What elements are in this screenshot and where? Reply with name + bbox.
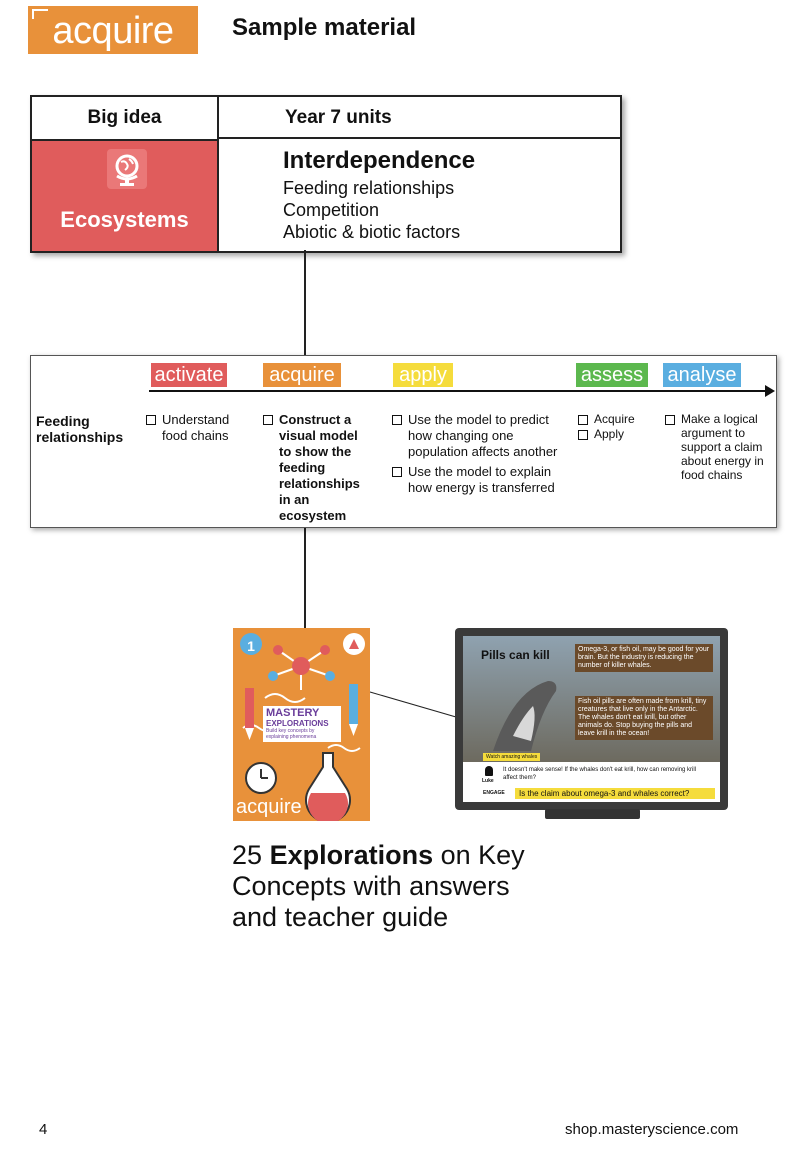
book-title-line2: EXPLORATIONS [266, 719, 329, 728]
speech-text: It doesn't make sense! If the whales don't eat krill, how can removing krill affect them? [503, 767, 697, 781]
checklist-item: Acquire [578, 412, 658, 427]
globe-icon [107, 149, 147, 189]
stage-apply: apply [393, 363, 453, 387]
page-title: Sample material [232, 14, 417, 41]
book-number: 1 [247, 638, 255, 654]
book-footer-logo: acquire [236, 796, 302, 818]
whiteboard-tray [545, 809, 640, 819]
year7-units-header: Year 7 units [219, 97, 620, 139]
book-subtitle: Build key concepts by explaining phenomena [266, 728, 317, 740]
footer-url[interactable]: shop.masteryscience.com [565, 1121, 739, 1138]
ecosystems-label: Ecosystems [60, 207, 189, 232]
explorations-rest: on Key Concepts with answers and teacher guide [232, 840, 525, 932]
checklist-item: Make a logical argument to support a claim about energy in food chains [665, 412, 773, 482]
slide-text-box-2: Fish oil pills are often made from krill, tiny creatures that live only in the Antarctic. The whales don't eat krill, but other animals do. Stop buying the pills and leave krill in the ocean! [575, 696, 713, 740]
checkbox-icon [263, 415, 273, 425]
acquire-column [263, 412, 373, 524]
whale-illustration [483, 676, 573, 756]
learning-sequence-box [30, 355, 777, 528]
explorations-count: 25 [232, 840, 263, 870]
slide-screen [463, 636, 720, 802]
logo-corner-mark [32, 9, 48, 19]
book-title-panel [263, 706, 341, 742]
checkbox-icon [578, 415, 588, 425]
big-idea-table [30, 95, 622, 253]
book-title-line1: MASTERY [266, 707, 320, 719]
checkbox-icon [392, 415, 402, 425]
checklist-item: Use the model to predict how changing one population affects another [392, 412, 564, 460]
checkbox-icon [392, 467, 402, 477]
arrow-head-icon [765, 385, 775, 397]
connector-line [304, 527, 306, 628]
book-cover [233, 628, 370, 821]
explorations-bold: Explorations [269, 840, 434, 870]
whiteboard-display [455, 628, 728, 810]
video-link[interactable]: Watch amazing whales [483, 753, 540, 761]
checkbox-icon [665, 415, 675, 425]
apply-column [392, 412, 564, 496]
unit-title: Interdependence [283, 147, 476, 174]
checkbox-icon [578, 430, 588, 440]
connector-line [304, 250, 306, 355]
stage-acquire: acquire [263, 363, 341, 387]
explorations-description [232, 840, 532, 933]
unit-topic: Competition [283, 200, 380, 220]
checklist-item: Apply [578, 427, 658, 442]
stage-assess: assess [576, 363, 648, 387]
unit-topic: Feeding relationships [283, 178, 455, 198]
ecosystems-cell [32, 141, 219, 251]
slide-text-box-1: Omega-3, or fish oil, may be good for your brain. But the industry is reducing the number of killer whales. [575, 644, 713, 672]
logo-text: acquire [52, 10, 174, 52]
stage-analyse: analyse [663, 363, 741, 387]
unit-topic: Abiotic & biotic factors [283, 222, 461, 242]
acquire-logo [28, 6, 198, 54]
topic-label: Feeding relationships [36, 413, 124, 445]
engage-question: Is the claim about omega-3 and whales correct? [515, 788, 715, 799]
assess-column [578, 412, 658, 442]
stage-activate: activate [151, 363, 227, 387]
activate-column [146, 412, 251, 444]
big-idea-header: Big idea [32, 97, 219, 141]
person-icon [485, 766, 493, 776]
timeline-arrow [149, 390, 767, 392]
checklist-item: Construct a visual model to show the feeding relationships in an ecosystem [263, 412, 373, 524]
engage-label: ENGAGE [483, 790, 505, 796]
analyse-column [665, 412, 773, 482]
page-number: 4 [39, 1121, 48, 1138]
connector-line-diagonal [368, 690, 458, 720]
checklist-item: Understand food chains [146, 412, 251, 444]
checklist-item: Use the model to explain how energy is transferred [392, 464, 564, 496]
checkbox-icon [146, 415, 156, 425]
slide-title: Pills can kill [481, 648, 550, 662]
speaker-name: Luke [482, 778, 494, 784]
unit-content [283, 147, 613, 243]
